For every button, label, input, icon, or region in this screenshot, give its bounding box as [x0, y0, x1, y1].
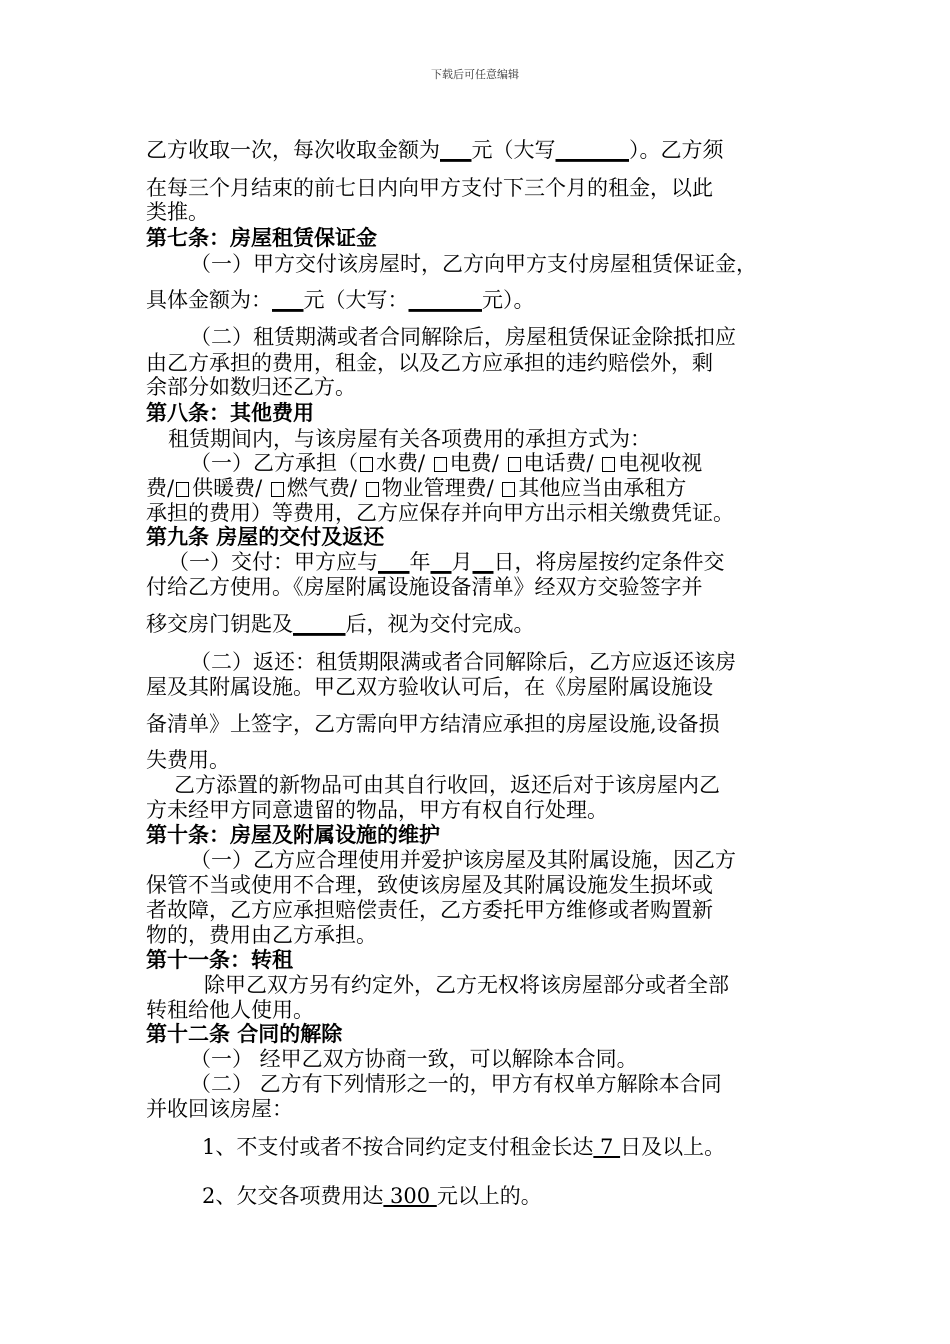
text-segment: （二）租赁期满或者合同解除后，房屋租赁保证金除抵扣应 — [190, 325, 736, 349]
body-text-line — [146, 611, 535, 637]
text-segment: 其他应当由承租方 — [518, 476, 687, 500]
blank-field: __ — [430, 550, 452, 574]
section-heading — [146, 524, 384, 550]
body-text-line — [168, 549, 725, 575]
body-text-line — [190, 649, 736, 675]
text-segment: 在每三个月结束的前七日内向甲方支付下三个月的租金，以此 — [146, 176, 713, 200]
text-segment: 后，视为交付完成。 — [345, 612, 535, 636]
text-segment: 燃气费/ — [286, 476, 364, 500]
text-segment: ）。乙方须 — [629, 138, 724, 162]
page-header: 下载后可任意编辑 — [431, 68, 519, 81]
text-segment: 除甲乙双方另有约定外，乙方无权将该房屋部分或者全部 — [204, 973, 729, 997]
text-segment: 付给乙方使用。《房屋附属设施设备清单》经双方交验签字并 — [146, 575, 703, 599]
text-segment: 元（大写： — [303, 288, 409, 312]
text-segment: （一）乙方应合理使用并爱护该房屋及其附属设施，因乙方 — [190, 848, 736, 872]
body-text-line — [146, 374, 356, 400]
body-text-line — [190, 324, 736, 350]
body-text-line — [146, 574, 703, 600]
body-text-line — [202, 1183, 542, 1209]
text-segment: 电视收视 — [618, 451, 703, 475]
blank-field: ___ — [272, 288, 304, 312]
body-text-line — [204, 972, 729, 998]
body-text-line — [146, 674, 713, 700]
text-segment: 2、欠交各项费用达 — [202, 1184, 384, 1208]
blank-field: 7 — [593, 1135, 621, 1159]
text-segment: 备清单》上签字，乙方需向甲方结清应承担的房屋设施,设备损 — [146, 712, 720, 736]
checkbox-icon — [434, 457, 447, 472]
text-segment: 方未经甲方同意遗留的物品，甲方有权自行处理。 — [146, 798, 608, 822]
checkbox-icon — [360, 457, 373, 472]
body-text-line — [146, 997, 314, 1023]
text-segment: 电费/ — [449, 451, 506, 475]
body-text-line — [146, 872, 713, 898]
text-segment: 费/ — [146, 476, 175, 500]
text-segment: 由乙方承担的费用，租金，以及乙方应承担的违约赔偿外，剩 — [146, 351, 713, 375]
text-segment: 水费/ — [376, 451, 432, 475]
text-segment: 第十一条：转租 — [146, 948, 293, 972]
text-segment: （一） 经甲乙双方协商一致，可以解除本合同。 — [190, 1047, 638, 1071]
body-text-line — [190, 847, 736, 873]
body-text-line — [146, 711, 720, 737]
text-segment: （一）乙方承担（ — [190, 451, 358, 475]
text-segment: 年 — [409, 550, 431, 574]
text-segment: 第七条：房屋租赁保证金 — [146, 226, 377, 250]
body-text-line — [146, 897, 713, 923]
body-text-line — [146, 199, 209, 225]
section-heading — [146, 822, 440, 848]
text-segment: 第十条：房屋及附属设施的维护 — [146, 823, 440, 847]
text-segment: 具体金额为： — [146, 288, 272, 312]
text-segment: 类推。 — [146, 200, 209, 224]
text-segment: 第十二条 合同的解除 — [146, 1022, 343, 1046]
checkbox-icon — [602, 457, 615, 472]
text-segment: 1、不支付或者不按合同约定支付租金长达 — [202, 1135, 594, 1159]
blank-field: ___ — [378, 550, 410, 574]
text-segment: 并收回该房屋： — [146, 1097, 293, 1121]
text-segment: 保管不当或使用不合理，致使该房屋及其附属设施发生损坏或 — [146, 873, 713, 897]
body-text-line — [146, 747, 230, 773]
body-text-line — [146, 475, 686, 501]
text-segment: 屋及其附属设施。甲乙双方验收认可后，在《房屋附属设施设 — [146, 675, 713, 699]
text-segment: 移交房门钥匙及 — [146, 612, 293, 636]
text-segment: 物的，费用由乙方承担。 — [146, 923, 377, 947]
text-segment: （二）返还：租赁期限满或者合同解除后，乙方应返还该房 — [190, 650, 736, 674]
checkbox-icon — [502, 482, 515, 497]
text-segment: 物业管理费/ — [381, 476, 501, 500]
body-text-line — [190, 1071, 722, 1097]
text-segment: （一）交付：甲方应与 — [168, 550, 378, 574]
section-heading — [146, 400, 314, 426]
checkbox-icon — [366, 482, 379, 497]
blank-field: _____ — [293, 612, 346, 636]
body-text-line — [168, 426, 651, 452]
blank-field: _______ — [555, 138, 629, 162]
body-text-line — [190, 251, 757, 277]
blank-field: ___ — [440, 138, 472, 162]
body-text-line — [202, 1134, 725, 1160]
text-segment: 乙方添置的新物品可由其自行收回，返还后对于该房屋内乙 — [174, 773, 720, 797]
text-segment: 租赁期间内，与该房屋有关各项费用的承担方式为： — [168, 427, 651, 451]
text-segment: 第八条：其他费用 — [146, 401, 314, 425]
text-segment: 元以上的。 — [436, 1184, 542, 1208]
text-segment: 供暖费/ — [192, 476, 269, 500]
checkbox-icon — [271, 482, 284, 497]
body-text-line — [190, 1046, 638, 1072]
text-segment: 日，将房屋按约定条件交 — [493, 550, 725, 574]
body-text-line — [146, 1096, 293, 1122]
text-segment: 转租给他人使用。 — [146, 998, 314, 1022]
text-segment: （二） 乙方有下列情形之一的，甲方有权单方解除本合同 — [190, 1072, 722, 1096]
text-segment: 月 — [451, 550, 473, 574]
text-segment: 承担的费用）等费用，乙方应保存并向甲方出示相关缴费凭证。 — [146, 501, 734, 525]
text-segment: 者故障，乙方应承担赔偿责任，乙方委托甲方维修或者购置新 — [146, 898, 713, 922]
text-segment: 电话费/ — [523, 451, 601, 475]
blank-field: 300 — [383, 1184, 437, 1208]
body-text-line — [146, 922, 377, 948]
text-segment: （一）甲方交付该房屋时，乙方向甲方支付房屋租赁保证金， — [190, 252, 757, 276]
checkbox-icon — [508, 457, 521, 472]
body-text-line — [190, 450, 702, 476]
text-segment: 乙方收取一次，每次收取金额为 — [146, 138, 440, 162]
section-heading — [146, 1021, 342, 1047]
text-segment: 第九条 房屋的交付及返还 — [146, 525, 385, 549]
text-segment: 元）。 — [482, 288, 535, 312]
blank-field: _______ — [408, 288, 482, 312]
text-segment: 元（大写 — [471, 138, 556, 162]
body-text-line — [174, 772, 720, 798]
section-heading — [146, 225, 377, 251]
blank-field: __ — [472, 550, 494, 574]
text-segment: 失费用。 — [146, 748, 230, 772]
text-segment: 日及以上。 — [620, 1135, 726, 1159]
checkbox-icon — [176, 482, 189, 497]
body-text-line — [146, 500, 734, 526]
body-text-line — [146, 797, 608, 823]
text-segment: 余部分如数归还乙方。 — [146, 375, 356, 399]
body-text-line — [146, 137, 724, 163]
body-text-line — [146, 175, 713, 201]
section-heading — [146, 947, 293, 973]
body-text-line — [146, 287, 535, 313]
body-text-line — [146, 350, 713, 376]
